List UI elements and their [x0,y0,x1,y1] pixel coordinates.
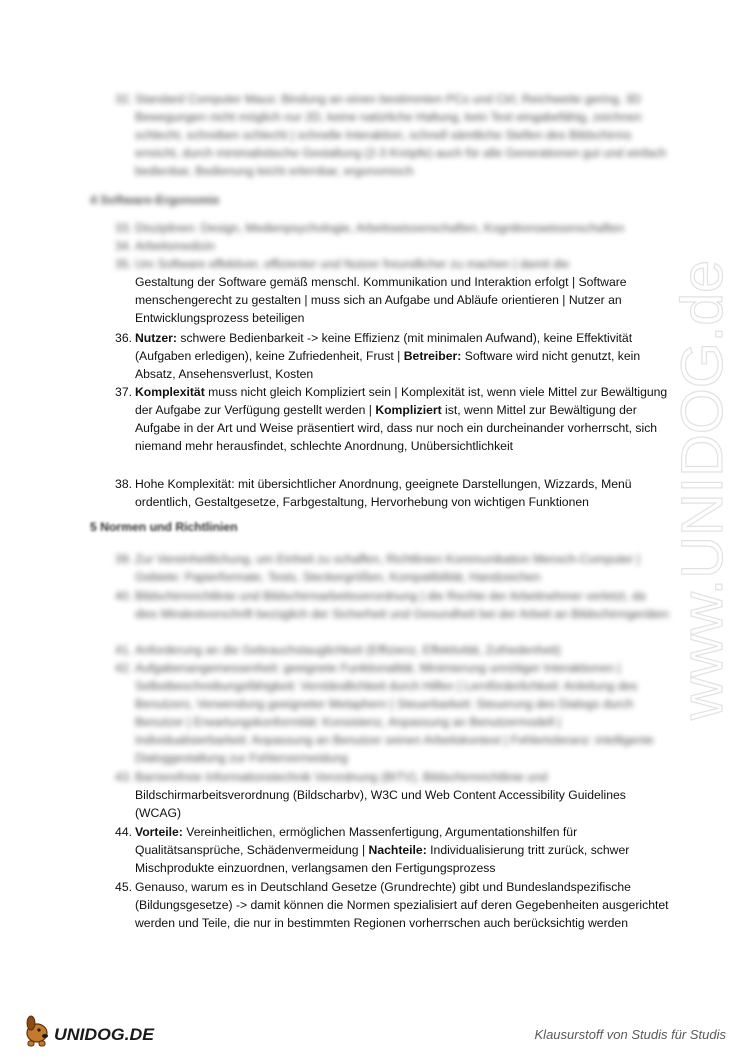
item-number: 45. [115,880,132,894]
item-number: 35. [115,257,132,271]
watermark-text: www.UNIDOG.de [670,268,735,720]
item-number: 44. [115,825,132,839]
list-item [110,237,670,255]
item-text: Standard Computer Maus: Bindung an einen bestimmten PCs und Ctrl, Reichweite gering, 3D Bewegungen nicht möglich nur 2D, keine natürliche Haltung, kein Text eingabefähig, zeichnen schlecht, schreiben schlecht | schnelle Interaktion, schnell sämtliche Stellen des Bildschirms erreicht, durch minimalistische Gestaltung (2-3 Knöpfe) auch für alle Generationen gut und einfach bedienbar, Bedienung leicht erlernbar, ergonomisch [135,92,667,178]
watermark [662,250,742,730]
text-span: Individualisierung tritt zurück, schwer Mischprodukte einzuordnen, verlangsamen den Fertigungsprozess [135,843,630,875]
item-number: 43. [115,770,132,784]
item-text: Hohe Komplexität: mit übersichtlicher Anordnung, geeignete Darstellungen, Wizzards, Menü ordentlich, Gestaltgesetze, Farbgestaltung, Hervorhebung von wichtigen Funktionen [135,477,632,509]
item-number: 36. [115,331,132,345]
item-text: Anforderung an die Gebrauchstauglichkeit (Effizienz, Effektivität, Zufriedenheit) [135,643,561,657]
item-text-blurred: Barrierefreie Informationstechnik Verordnung (BITV), Bildschirmrichtlinie und [135,770,548,784]
unidog-logo [22,1011,157,1049]
text-span: muss nicht gleich Kompliziert sein | Komplexität ist, wenn viele Mittel zur Bewältigung der Aufgabe zur Verfügung gestellt werden | [135,385,668,417]
item-text-blurred: Um Software effektiver, effizienter und Nutzer freundlicher zu machen | damit die [135,257,570,271]
section-heading-4: 4 Software-Ergonomie [90,193,220,207]
list-item [110,329,670,383]
list-item [110,383,670,455]
bold-term: Nachteile: [368,843,427,857]
list-item [110,550,670,586]
item-number: 34. [115,239,132,253]
list-item [110,90,670,180]
text-span: Software wird nicht genutzt, kein Absatz, Ansehensverlust, Kosten [135,349,641,381]
item-number: 40. [115,589,132,603]
list-item [110,255,670,327]
list-item [110,587,670,623]
item-text: Genauso, warum es in Deutschland Gesetze (Grundrechte) gibt und Bundeslandspezifische (Bildungsgesetze) -> damit können die Normen spezialisiert auf deren Gegebenheiten ausgerichtet werden und Teile, die nur in bestimmten Regionen vorherrschen auch berücksichtig werden [135,880,669,930]
item-text [135,823,670,877]
list-item [110,475,670,511]
item-number: 42. [115,661,132,675]
bold-term: Kompliziert [375,403,442,417]
section-heading-5: 5 Normen und Richtlinien [90,520,238,534]
item-text: Bildschirmarbeitsverordnung (Bildscharbv), W3C und Web Content Accessibility Guidelines (WCAG) [135,788,626,820]
dog-icon [27,1016,48,1046]
list-item [110,768,670,822]
item-text: Zur Vereinheitlichung, um Einheit zu schaffen, Richtlinien Kommunikation Mensch-Computer | Gebiete: Papierformate, Tests, Steckergrößen, Kompatibilität, Handzeichen [135,552,640,584]
item-text: Aufgabenangemessenheit: geeignete Funktionalität, Minimierung unnötiger Interaktionen | Selbstbeschreibungsfähigkeit: Verständlichkeit durch Hilfen | Lernförderlichkeit: Anleitung des Benutzers, Verwendung geeigneter Metaphern | Steuerbarkeit: Steuerung des Dialogs durch Benutzer | Erwartungskonformität: Konsistenz, Anpassung an Benutzermodell | Individualisierbarkeit: Anpassung an Benutzer seinen Arbeitskontext | Fehlertoleranz: intelligente Dialoggestaltung zur Fehlervermeidung [135,661,654,765]
list-item [110,641,670,659]
item-text [135,383,670,455]
logo-text: UNIDOG.DE [54,1025,155,1044]
text-span: Vereinheitlichen, ermöglichen Massenfertigung, Argumentationshilfen für Qualitätsansprüche, Schädenvermeidung | [135,825,578,857]
text-span: ist, wenn Mittel zur Bewältigung der Aufgabe in der Art und Weise präsentiert wird, dass nur noch ein durcheinander vorherrscht, sich niemand mehr herausfindet, schlechte Anordnung, Unübersichtlichkeit [135,403,658,453]
text-span: schwere Bedienbarkeit -> keine Effizienz (mit minimalen Aufwand), keine Effektivität (Aufgaben erledigen), keine Zufriedenheit, Frust | [135,331,633,363]
item-text: Gestaltung der Software gemäß menschl. Kommunikation und Interaktion erfolgt | Software menschengerecht zu gestalten | muss sich an Aufgabe und Abläufe orientieren | Nutzer an Entwicklungsprozess beteiligen [135,275,627,325]
bold-term: Komplexität [135,385,205,399]
list-item [110,659,670,767]
item-text: Arbeitsmedizin [135,239,215,253]
bold-term: Betreiber: [403,349,462,363]
bold-term: Vorteile: [135,825,183,839]
item-number: 41. [115,643,132,657]
bold-term: Nutzer: [135,331,177,345]
item-text: Disziplinen: Design, Medienpsychologie, Arbeitswissenschaften, Kognitionswissenschaften [135,221,625,235]
list-item [110,219,670,237]
list-item [110,878,670,932]
item-number: 33. [115,221,132,235]
list-item [110,823,670,877]
item-number: 32. [115,92,132,106]
item-number: 37. [115,385,132,399]
item-number: 38. [115,477,132,491]
item-number: 39. [115,552,132,566]
item-text [135,329,670,383]
footer-tagline: Klausurstoff von Studis für Studis [534,1027,726,1042]
item-text: Bildschirmrichtlinie und Bildschirmarbeitsverordnung | die Rechte der Arbeitnehmer verletzt, da dies Mindestvorschrift bezüglich der Sicherheit und Gesundheit bei der Arbeit an Bildschirmgeräten [135,589,669,621]
